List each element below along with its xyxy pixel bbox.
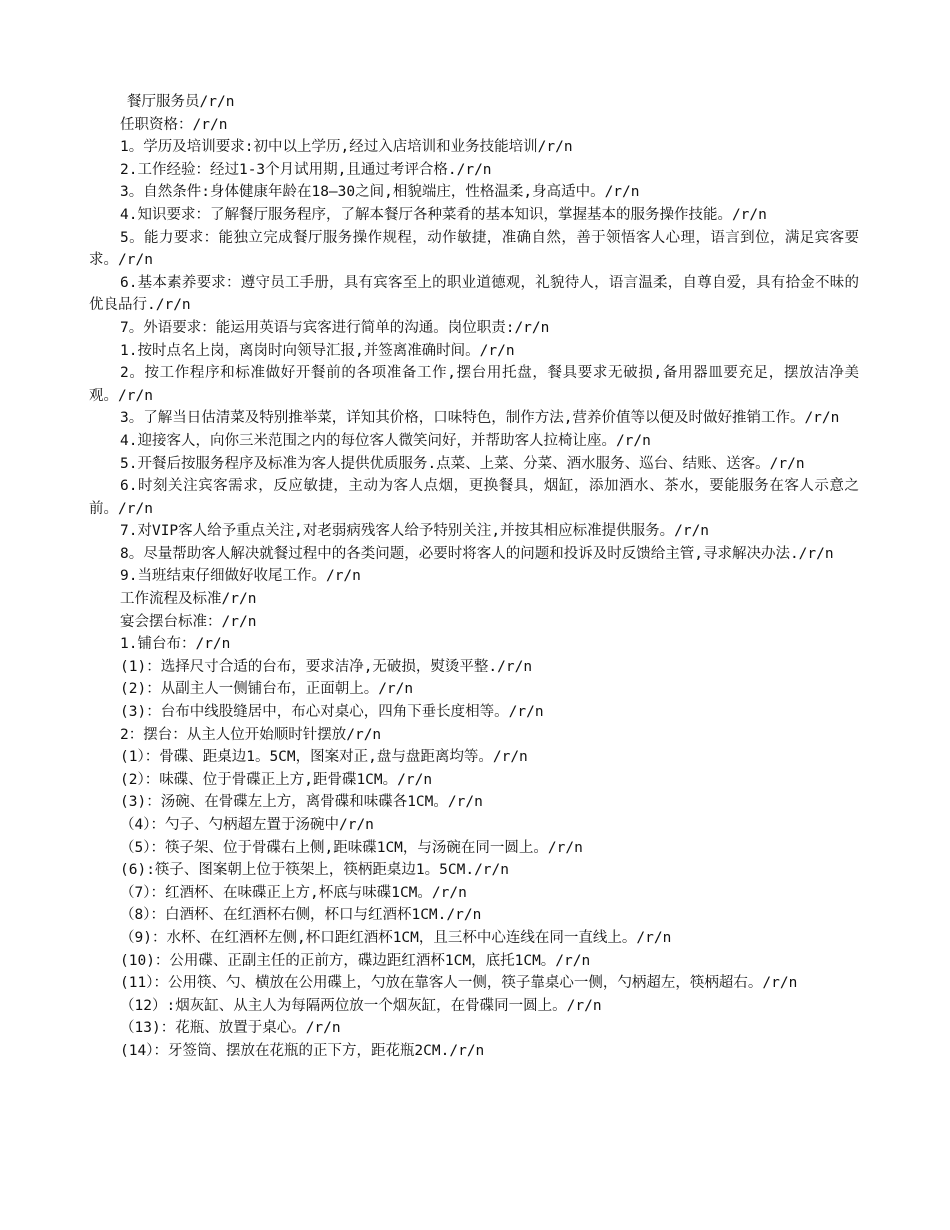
tablecloth-step: (1)：选择尺寸合适的台布，要求洁净,无破损，熨烫平整./r/n: [120, 658, 533, 675]
duty-item: 7.对VIP客人给予重点关注,对老弱病残客人给予特别关注,并按其相应标准提供服务。/r/n: [120, 523, 710, 540]
qualification-item: 7。外语要求：能运用英语与宾客进行简单的沟通。岗位职责:/r/n: [120, 319, 550, 336]
tablecloth-step: (3)：台布中线股缝居中，布心对桌心，四角下垂长度相等。/r/n: [120, 704, 544, 721]
place-setting-step: (6):筷子、图案朝上位于筷架上，筷柄距桌边1。5CM./r/n: [120, 862, 509, 879]
document-body: [89, 91, 859, 1063]
duty-item: 1.按时点名上岗，离岗时向领导汇报,并签离准确时间。/r/n: [120, 342, 515, 359]
place-setting-step: (14）：牙签筒、摆放在花瓶的正下方，距花瓶2CM./r/n: [120, 1042, 485, 1059]
place-setting-step: （7）：红酒杯、在味碟正上方,杯底与味碟1CM。/r/n: [120, 884, 467, 901]
subsection-heading-banquet-setup: 宴会摆台标准：/r/n: [120, 613, 257, 630]
place-setting-step: (3)：汤碗、在骨碟左上方，离骨碟和味碟各1CM。/r/n: [120, 794, 483, 811]
place-setting-step: （8）：白酒杯、在红酒杯右侧，杯口与红酒杯1CM./r/n: [120, 907, 482, 924]
duty-item: 8。尽量帮助客人解决就餐过程中的各类问题，必要时将客人的问题和投诉及时反馈给主管,寻求解决办法./r/n: [120, 545, 834, 562]
qualification-item: 4.知识要求：了解餐厅服务程序，了解本餐厅各种菜肴的基本知识，掌握基本的服务操作技能。/r/n: [120, 206, 767, 223]
section-heading-workflow: 工作流程及标准/r/n: [120, 591, 257, 608]
qualification-item: 2.工作经验：经过1-3个月试用期,且通过考评合格./r/n: [120, 161, 492, 178]
qualification-item: 5。能力要求：能独立完成餐厅服务操作规程，动作敏捷，准确自然，善于领悟客人心理，语言到位，满足宾客要求。/r/n: [89, 229, 859, 269]
duty-item: 2。按工作程序和标准做好开餐前的各项准备工作,摆台用托盘，餐具要求无破损,备用器皿要充足，摆放洁净美观。/r/n: [89, 365, 859, 404]
duty-item: 3。了解当日估清菜及特别推举菜，详知其价格，口味特色，制作方法,营养价值等以便及时做好推销工作。/r/n: [120, 410, 840, 427]
qualification-item: 6.基本素养要求：遵守员工手册，具有宾客至上的职业道德观，礼貌待人，语言温柔，自尊自爱，具有拾金不昧的优良品行./r/n: [89, 274, 859, 314]
qualification-item: 3。自然条件:身体健康年龄在18—30之间,相貌端庄，性格温柔,身高适中。/r/n: [120, 184, 640, 201]
place-setting-step: (1）：骨碟、距桌边1。5CM，图案对正,盘与盘距离均等。/r/n: [120, 749, 528, 766]
place-setting-step: （13)：花瓶、放置于桌心。/r/n: [120, 1020, 341, 1037]
section-heading-qualifications: 任职资格：/r/n: [120, 116, 228, 133]
step-heading-place-setting: 2：摆台：从主人位开始顺时针摆放/r/n: [120, 726, 382, 743]
duty-item: 5.开餐后按服务程序及标准为客人提供优质服务.点菜、上菜、分菜、酒水服务、巡台、结账、送客。/r/n: [120, 455, 805, 472]
tablecloth-step: (2)：从副主人一侧铺台布，正面朝上。/r/n: [120, 681, 414, 698]
place-setting-step: (11）：公用筷、勺、横放在公用碟上，勺放在靠客人一侧，筷子靠桌心一侧，勺柄超左，筷柄超右。/r/n: [120, 975, 798, 992]
place-setting-step: (10)：公用碟、正副主任的正前方，碟边距红酒杯1CM，底托1CM。/r/n: [120, 952, 591, 969]
doc-title: 餐厅服务员/r/n: [127, 94, 235, 110]
duty-item: 4.迎接客人，向你三米范围之内的每位客人微笑问好，并帮助客人拉椅让座。/r/n: [120, 432, 651, 449]
place-setting-step: （4）：勺子、勺柄超左置于汤碗中/r/n: [120, 817, 374, 833]
place-setting-step: （5）：筷子架、位于骨碟右上侧,距味碟1CM，与汤碗在同一圆上。/r/n: [120, 839, 583, 856]
place-setting-step: （9)：水杯、在红酒杯左侧,杯口距红酒杯1CM，且三杯中心连线在同一直线上。/r/n: [120, 929, 672, 946]
place-setting-step: (2）：味碟、位于骨碟正上方,距骨碟1CM。/r/n: [120, 771, 433, 788]
duty-item: 9.当班结束仔细做好收尾工作。/r/n: [120, 568, 361, 585]
place-setting-step: （12）:烟灰缸、从主人为每隔两位放一个烟灰缸，在骨碟同一圆上。/r/n: [120, 997, 602, 1014]
qualification-item: 1。学历及培训要求:初中以上学历,经过入店培训和业务技能培训/r/n: [120, 139, 573, 156]
duty-item: 6.时刻关注宾客需求，反应敏捷，主动为客人点烟，更换餐具，烟缸，添加酒水、茶水，要能服务在客人示意之前。/r/n: [89, 478, 859, 517]
step-heading-tablecloth: 1.铺台布：/r/n: [120, 636, 231, 653]
